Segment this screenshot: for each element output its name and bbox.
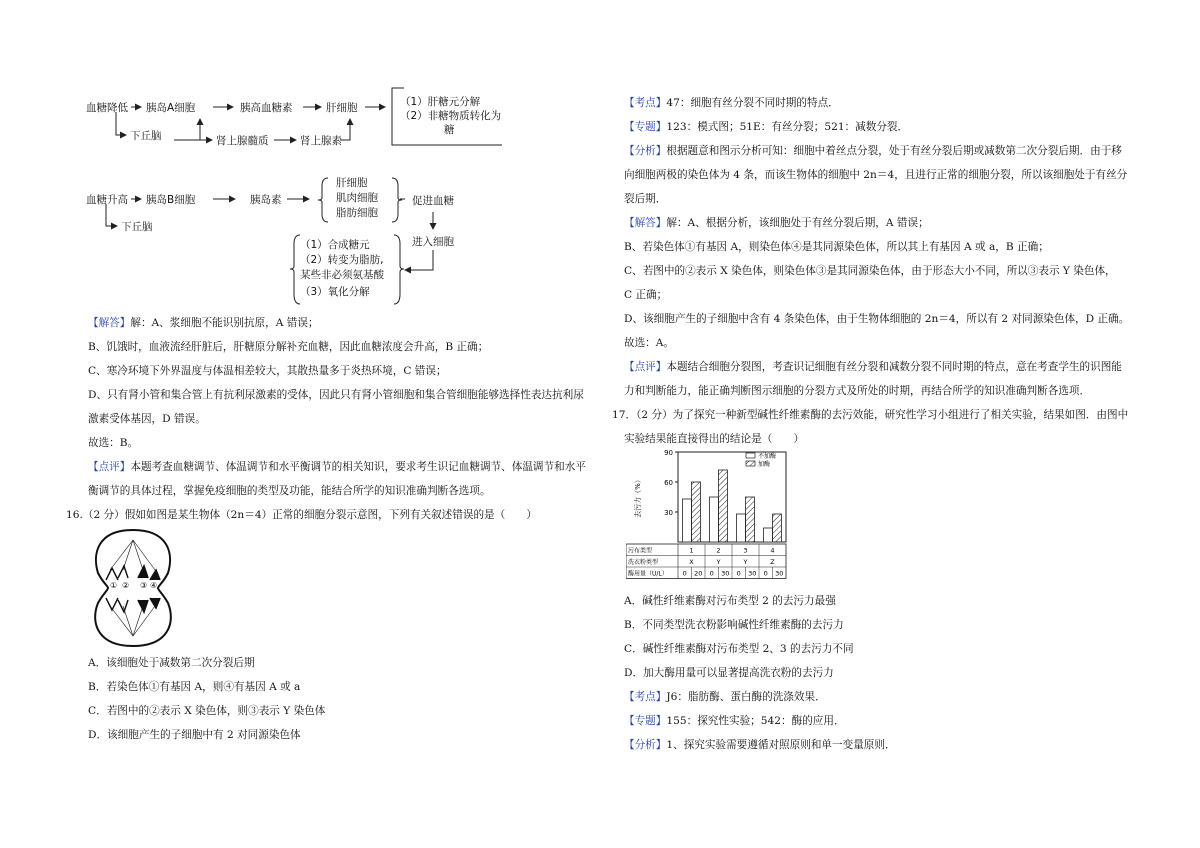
flow1-node-liver-cell: 肝细胞	[326, 102, 358, 114]
q16-option-c: C．若图中的②表示 X 染色体，则③表示 Y 染色体	[88, 705, 326, 717]
review-line-2: 衡调节的具体过程，掌握免疫细胞的类型及功能，能结合所学的知识准确判断各选项。	[88, 485, 491, 497]
q17-option-a: A．碱性纤维素酶对污布类型 2 的去污力最强	[624, 595, 836, 607]
dianping-line-1: 【点评】本题结合细胞分裂图，考查识记细胞有丝分裂和减数分裂不同时期的特点，意在考查学生的识图能	[624, 361, 1122, 373]
flow2-effect-2: （2）转变为脂肪,	[300, 254, 384, 266]
detergent-enzyme-chart	[626, 448, 796, 588]
table-cell: 1	[689, 546, 694, 555]
table-row-label: 酶用量（U/L）	[628, 570, 668, 578]
legend-swatch-enzyme	[746, 461, 755, 466]
kaodian2-tag: 【考点】	[624, 691, 667, 703]
chart-table	[626, 544, 786, 579]
flow1-effect-3: 糖	[444, 124, 455, 136]
question-17-line-1: 17．（2 分）为了探究一种新型碱性纤维素酶的去污效能，研究性学习小组进行了相关实验，结果如图．由图中	[612, 409, 1129, 421]
chart-y-tick-label: 60	[664, 479, 673, 487]
jieda-line-2: B、若染色体①有基因 A，则染色体④是其同源染色体，所以其上有基因 A 或 a，B 正确；	[624, 241, 1049, 253]
flow2-node-insulin: 胰岛素	[250, 194, 282, 206]
fenxi2-line: 【分析】1、探究实验需要遵循对照原则和单一变量原则．	[624, 739, 896, 751]
answer-line-3: C、寒冷环境下外界温度与体温相差较大，其散热量多于炎热环境，C 错误；	[88, 365, 447, 377]
jieda-line-4: C 正确；	[624, 289, 668, 301]
kaodian-line: 【考点】47：细胞有丝分裂不同时期的特点．	[624, 97, 839, 109]
chart-bars	[683, 470, 782, 542]
cell-label-3: ③	[140, 581, 148, 590]
table-cell: 2	[716, 546, 721, 555]
table-cell: 0	[682, 569, 687, 578]
bar-enzyme-4	[773, 514, 782, 542]
q17-option-b: B．不同类型洗衣粉影响碱性纤维素酶的去污力	[624, 619, 844, 631]
table-row-label: 洗衣粉类型	[628, 559, 659, 566]
flow2-node-glucose-high: 血糖升高	[86, 194, 128, 206]
flow1-node-adrenal-medulla: 肾上腺髓质	[216, 135, 269, 147]
table-cell: 0	[709, 569, 714, 578]
q17-option-d: D．加大酶用量可以显著提高洗衣粉的去污力	[624, 667, 834, 679]
review-line-1: 【点评】本题考查血糖调节、体温调节和水平衡调节的相关知识，要求考生识记血糖调节、体温调节和水平	[88, 461, 586, 473]
bar-no-enzyme-1	[683, 499, 692, 542]
flow2-enter-cell: 进入细胞	[412, 236, 454, 248]
table-cell: 30	[775, 569, 784, 578]
table-cell: X	[689, 558, 694, 566]
table-cell: 3	[743, 546, 748, 555]
flow2-effect-1: （1）合成糖元	[300, 239, 370, 251]
q16-option-a: A．该细胞处于减数第二次分裂后期	[88, 657, 255, 669]
dianping-line-2: 力和判断能力，能正确判断图示细胞的分裂方式及所处的时期，再结合所学的知识准确判断各选项．	[624, 385, 1091, 397]
jieda-tag: 【解答】	[624, 217, 667, 229]
zhuanti-tag: 【专题】	[624, 121, 667, 133]
fenxi-tag: 【分析】	[624, 145, 667, 157]
zhuanti2-line: 【专题】155：探究性实验；542：酶的应用．	[624, 715, 845, 727]
answer-line-5: 激素受体基因，D 错误。	[88, 413, 206, 425]
q17-option-c: C．碱性纤维素酶对污布类型 2、3 的去污力不同	[624, 643, 854, 655]
table-cell: 30	[721, 569, 730, 578]
q16-option-d: D．该细胞产生的子细胞中有 2 对同源染色体	[88, 729, 301, 741]
chart-y-tick-label: 30	[664, 509, 673, 517]
question-16: 16.（2 分）假如如图是某生物体（2n＝4）正常的细胞分裂示意图，下列有关叙述错误的是（ ）	[66, 509, 538, 521]
bar-no-enzyme-4	[764, 528, 773, 542]
legend-swatch-no-enzyme	[746, 453, 755, 458]
bar-enzyme-3	[746, 497, 755, 542]
jieda-line-1: 【解答】解：A、根据分析，该细胞处于有丝分裂后期，A 错误；	[624, 217, 929, 229]
answer-tag: 【解答】	[88, 317, 131, 329]
flow2-promote: 促进血糖	[412, 195, 454, 207]
fenxi-line-2: 向细胞两极的染色体为 4 条，而该生物体的细胞中 2n＝4，且进行正常的细胞分裂，所以该细胞处于有丝分	[624, 169, 1128, 181]
table-cell: 30	[748, 569, 757, 578]
table-cell: 0	[736, 569, 741, 578]
fenxi2-tag: 【分析】	[624, 739, 667, 751]
table-cell: Y	[716, 558, 721, 566]
answer-line-1: 【解答】解：A、浆细胞不能识别抗原，A 错误；	[88, 317, 319, 329]
flow1-node-hypothalamus: 下丘脑	[130, 130, 162, 142]
answer-line-4: D、只有肾小管和集合管上有抗利尿激素的受体，因此只有肾小管细胞和集合管细胞能够选择性表达抗利尿	[88, 389, 584, 401]
table-cell: Y	[743, 558, 748, 566]
review-tag: 【点评】	[88, 461, 131, 473]
flow1-node-islet-a: 胰岛A细胞	[146, 102, 196, 114]
answer-line-2: B、饥饿时，血液流经肝脏后，肝糖原分解补充血糖，因此血糖浓度会升高，B 正确；	[88, 341, 489, 353]
fenxi-line-1: 【分析】根据题意和图示分析可知：细胞中着丝点分裂，处于有丝分裂后期或减数第二次分裂后期．由于移	[624, 145, 1122, 157]
jieda-line-6: 故选：A。	[624, 337, 675, 349]
bar-no-enzyme-3	[737, 514, 746, 542]
dianping-tag: 【点评】	[624, 361, 667, 373]
flow1-effect-2: （2）非糖物质转化为	[400, 110, 502, 122]
flow2-target-muscle: 肌肉细胞	[336, 192, 378, 204]
zhuanti2-tag: 【专题】	[624, 715, 667, 727]
table-row-label: 污布类型	[628, 547, 653, 555]
question-17-line-2: 实验结果能直接得出的结论是（ ）	[624, 433, 805, 445]
kaodian-tag: 【考点】	[624, 97, 667, 109]
zhuanti-line: 【专题】123：模式图；51E：有丝分裂；521：减数分裂．	[624, 121, 909, 133]
flow2-target-fat: 脂肪细胞	[336, 207, 378, 219]
fenxi-line-3: 裂后期．	[624, 193, 667, 205]
cell-label-1: ①	[110, 581, 118, 590]
table-cell: 20	[694, 569, 703, 578]
chart-y-tick-label: 90	[664, 449, 673, 457]
jieda-line-3: C、若图中的②表示 X 染色体，则染色体③是其同源染色体，由于形态大小不同，所以③表示 Y 染色体，	[624, 265, 1116, 277]
table-cell: Z	[770, 558, 775, 566]
legend-label-enzyme: 加酶	[758, 461, 771, 468]
flow2-node-islet-b: 胰岛B细胞	[146, 194, 196, 206]
bar-no-enzyme-2	[710, 497, 719, 542]
bar-enzyme-2	[719, 470, 728, 542]
jieda-line-5: D、该细胞产生的子细胞中含有 4 条染色体，由于生物体细胞的 2n＝4，所以有 2 对同源染色体，D 正确。	[624, 313, 1130, 325]
legend-label-no-enzyme: 不加酶	[758, 453, 777, 460]
q16-option-b: B．若染色体①有基因 A，则④有基因 A 或 a	[88, 681, 301, 693]
answer-choice: 故选：B。	[88, 437, 139, 449]
table-cell: 0	[763, 569, 768, 578]
flow1-node-glucagon: 胰高血糖素	[240, 102, 293, 114]
chart-y-label: 去污力（%）	[634, 476, 642, 518]
flow1-node-adrenaline: 肾上腺素	[300, 135, 342, 147]
table-cell: 4	[770, 546, 775, 555]
flow2-effect-3: 某些非必须氨基酸	[300, 269, 384, 281]
flow2-target-liver: 肝细胞	[336, 177, 368, 189]
cell-label-4: ④	[150, 581, 158, 590]
flow2-effect-4: （3）氧化分解	[300, 286, 370, 298]
kaodian2-line: 【考点】J6：脂肪酶、蛋白酶的洗涤效果．	[624, 691, 826, 703]
flow1-node-glucose-low: 血糖降低	[86, 102, 128, 114]
cell-division-figure	[88, 528, 178, 648]
bar-enzyme-1	[692, 482, 701, 542]
cell-label-2: ②	[122, 581, 130, 590]
flow1-effect-1: （1）肝糖元分解	[400, 96, 481, 108]
flow2-node-hypothalamus: 下丘脑	[121, 221, 153, 233]
